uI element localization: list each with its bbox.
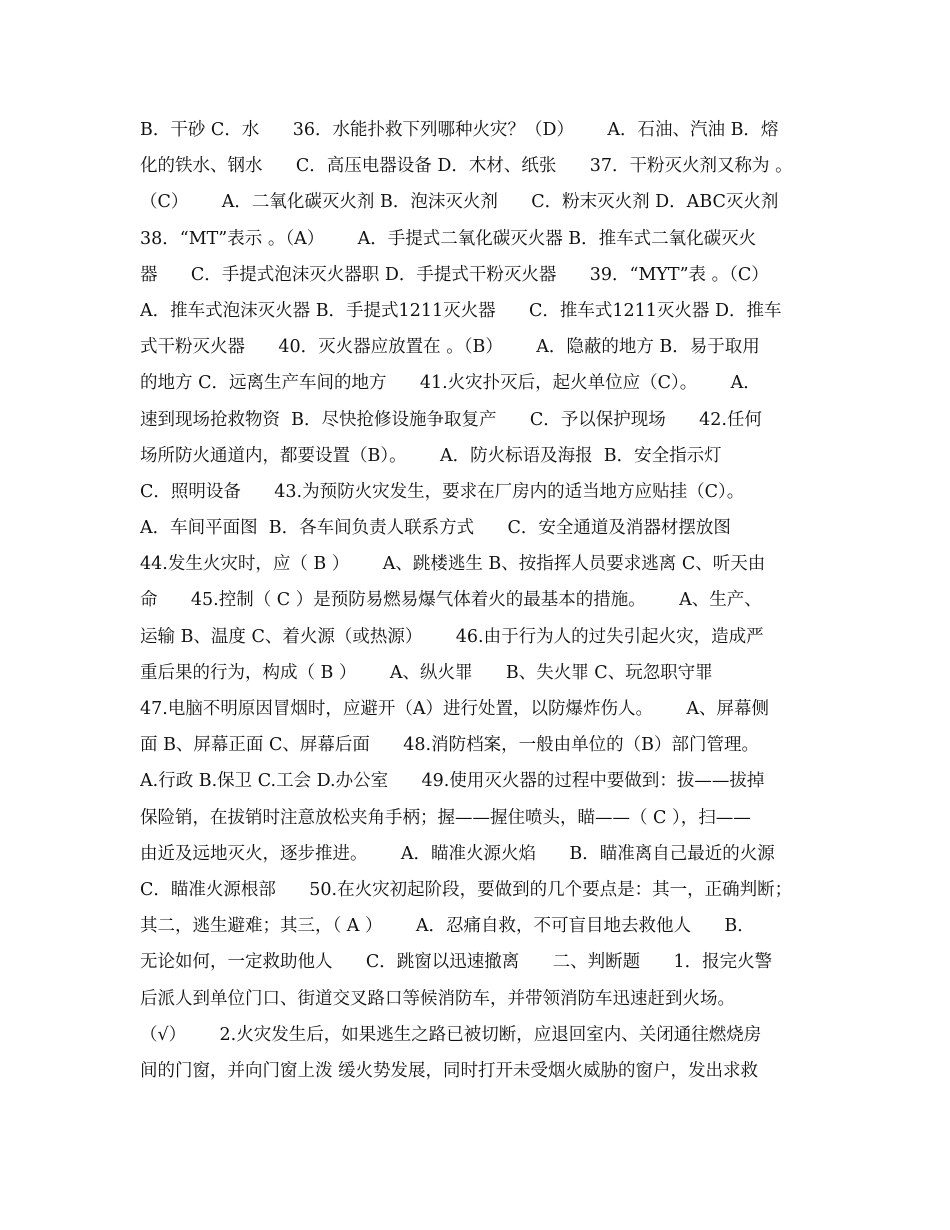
text-line: 的地方 C．远离生产车间的地方 41.火灾扑灭后，起火单位应（C）。 A． [140, 373, 761, 394]
text-line: 间的门窗，并向门窗上泼 缓火势发展，同时打开未受烟火威胁的窗户，发出求救 [140, 1060, 759, 1081]
text-line: 速到现场抢救物资 B．尽快抢修设施争取复产 C．予以保护现场 42.任何 [140, 409, 762, 430]
text-line: 由近及远地灭火，逐步推进。 A．瞄准火源火焰 B．瞄准离自己最近的火源 [140, 843, 775, 864]
text-line: A．车间平面图 B．各车间负责人联系方式 C．安全通道及消器材摆放图 [140, 518, 731, 539]
document-body [140, 112, 820, 1089]
text-line: C．照明设备 43.为预防火灾发生，要求在厂房内的适当地方应贴挂（C）。 [140, 481, 745, 502]
text-line: 无论如何，一定救助他人 C．跳窗以迅速撤离 二、判断题 1．报完火警 [140, 952, 773, 973]
text-line: A．推车式泡沫灭火器 B．手提式1211灭火器 C．推车式1211灭火器 D．推车 [140, 300, 782, 321]
text-line: 式干粉灭火器 40．灭火器应放置在 。（B） A．隐蔽的地方 B．易于取用 [140, 337, 760, 358]
text-line: 后派人到单位门口、街道交叉路口等候消防车，并带领消防车迅速赶到火场。 [140, 988, 735, 1009]
text-line: （√） 2.火灾发生后，如果逃生之路已被切断，应退回室内、关闭通往燃烧房 [140, 1024, 762, 1045]
text-line: 44.发生火灾时，应（ B ） A、跳楼逃生 B、按指挥人员要求逃离 C、听天由 [140, 554, 766, 575]
text-line: 保险销，在拔销时注意放松夹角手柄；握——握住喷头，瞄——（ C ），扫—— [140, 807, 751, 828]
text-line: A.行政 B.保卫 C.工会 D.办公室 49.使用灭火器的过程中要做到：拔——拔掉 [140, 771, 765, 792]
text-line: 运输 B、温度 C、着火源（或热源） 46.由于行为人的过失引起火灾，造成严 [140, 626, 764, 647]
text-line: 命 45.控制（ C ）是预防易燃易爆气体着火的最基本的措施。 A、生产、 [140, 590, 762, 611]
text-line: 38．“MT”表示 。（A） A．手提式二氧化碳灭火器 B．推车式二氧化碳灭火 [140, 228, 757, 249]
text-line: 场所防火通道内，都要设置（B）。 A．防火标语及海报 B．安全指示灯 [140, 445, 722, 466]
text-line: 器 C．手提式泡沫灭火器职 D．手提式干粉灭火器 39．“MYT”表 。（C） [140, 264, 769, 285]
text-line: 其二，逃生避难；其三，（ A ） A．忍痛自救，不可盲目地去救他人 B． [140, 916, 755, 937]
text-line: 化的铁水、钢水 C．高压电器设备 D．木材、纸张 37．干粉灭火剂又称为 。 [140, 156, 793, 177]
text-line: C．瞄准火源根部 50.在火灾初起阶段，要做到的几个要点是：其一，正确判断； [140, 879, 793, 900]
text-line: 重后果的行为，构成（ B ） A、纵火罪 B、失火罪 C、玩忽职守罪 [140, 662, 713, 683]
text-line: 47.电脑不明原因冒烟时，应避开（A）进行处置，以防爆炸伤人。 A、屏幕侧 [140, 699, 769, 719]
text-line: B．干砂 C．水 36．水能扑救下列哪种火灾？（D） A．石油、汽油 B．熔 [140, 120, 779, 140]
text-line: 面 B、屏幕正面 C、屏幕后面 48.消防档案，一般由单位的（B）部门管理。 [140, 735, 759, 756]
text-line: （C） A．二氧化碳灭火剂 B．泡沫灭火剂 C．粉末灭火剂 D．ABC灭火剂 [140, 192, 779, 213]
